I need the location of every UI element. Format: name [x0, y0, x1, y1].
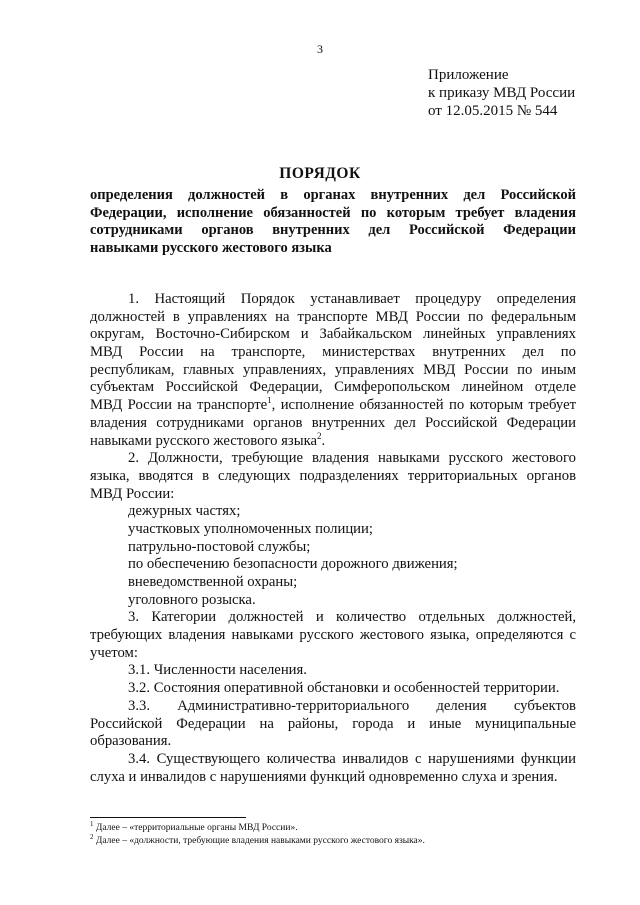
paragraph-line: округам, Восточно-Сибирском и Забайкальском линейных управлениях [90, 326, 576, 343]
subtitle-line: Федерации, исполнение обязанностей по которым требует владения [90, 204, 576, 221]
list-item: по обеспечению безопасности дорожного движения; [128, 556, 458, 573]
footnote [90, 832, 590, 848]
footnote-text: Далее – «территориальные органы МВД России». [93, 823, 298, 833]
list-item: уголовного розыска. [128, 591, 256, 608]
appendix-line: Приложение [428, 67, 509, 83]
subtitle-line: навыками русского жестового языка [90, 240, 332, 257]
text-span: навыками русского жестового языка [90, 432, 318, 449]
paragraph-line [90, 430, 576, 451]
paragraph-line [90, 397, 576, 415]
footnote-divider [90, 817, 246, 818]
paragraph-line: должностей в управлениях на транспорте МВД России по федеральным [90, 308, 576, 325]
footnote [90, 819, 590, 835]
subtitle-line: определения должностей в органах внутренних дел Российской [90, 187, 576, 203]
appendix-line: от 12.05.2015 № 544 [428, 103, 558, 119]
paragraph-line: владения сотрудниками органов внутренних дел Российской Федерации [90, 414, 576, 431]
appendix-block [428, 66, 575, 120]
text-span: МВД России на транспорте [90, 397, 268, 414]
subtitle-line: сотрудниками органов внутренних дел Российской Федерации [90, 222, 576, 239]
paragraph-line: учетом: [90, 644, 138, 661]
list-item: дежурных частях; [128, 503, 241, 520]
paragraph-line: слуха и инвалидов с нарушениями функций одновременно слуха и зрения. [90, 768, 558, 785]
text-span: , исполнение обязанностей по которым требует [271, 397, 576, 414]
paragraph-line: республикам, главных управлениях, управлениях МВД России по иным [90, 361, 576, 378]
footnote-text: Далее – «должности, требующие владения навыками русского жестового языка». [93, 836, 425, 846]
paragraph-line: 3.3. Административно-территориального деления субъектов [128, 697, 576, 714]
footnote-mark: 2 [90, 832, 94, 841]
paragraph-line: Российской Федерации на районы, города и иные муниципальные [90, 715, 576, 732]
footnote-ref: 1 [267, 397, 272, 406]
paragraph-line: 3.2. Состояния оперативной обстановки и особенностей территории. [128, 680, 560, 697]
paragraph-line: 3. Категории должностей и количество отдельных должностей, [128, 609, 576, 626]
list-item: вневедомственной охраны; [128, 574, 298, 590]
footnotes [90, 819, 590, 848]
paragraph-line: 3.4. Существующего количества инвалидов с нарушениями функции [128, 750, 576, 767]
document-title: ПОРЯДОК [279, 165, 361, 182]
list-item: патрульно-постовой службы; [128, 538, 311, 555]
text-span: . [321, 432, 326, 449]
footnote-ref: 2 [317, 430, 322, 441]
paragraph-line: 1. Настоящий Порядок устанавливает процедуру определения [128, 291, 576, 307]
paragraph-line: субъектам Российской Федерации, Симферопольском линейном отделе [90, 379, 576, 396]
paragraph-line: МВД России: [90, 485, 175, 502]
appendix-line: к приказу МВД России [428, 85, 576, 101]
footnote-mark: 1 [90, 819, 94, 828]
document-body [90, 291, 576, 786]
list-item: участковых уполномоченных полиции; [128, 520, 373, 537]
paragraph-line: образования. [90, 733, 172, 750]
paragraph-line: требующих владения навыками русского жестового языка, определяются с [90, 627, 576, 644]
page-number: 3 [317, 42, 323, 56]
paragraph-line: МВД России на транспорте, министерствах внутренних дел по [90, 344, 576, 361]
paragraph-line: 2. Должности, требующие владения навыками русского жестового [128, 450, 576, 467]
document-subtitle [90, 187, 576, 258]
paragraph-line: языка, вводятся в следующих подразделениях территориальных органов [90, 467, 576, 484]
paragraph-line: 3.1. Численности населения. [128, 662, 307, 679]
